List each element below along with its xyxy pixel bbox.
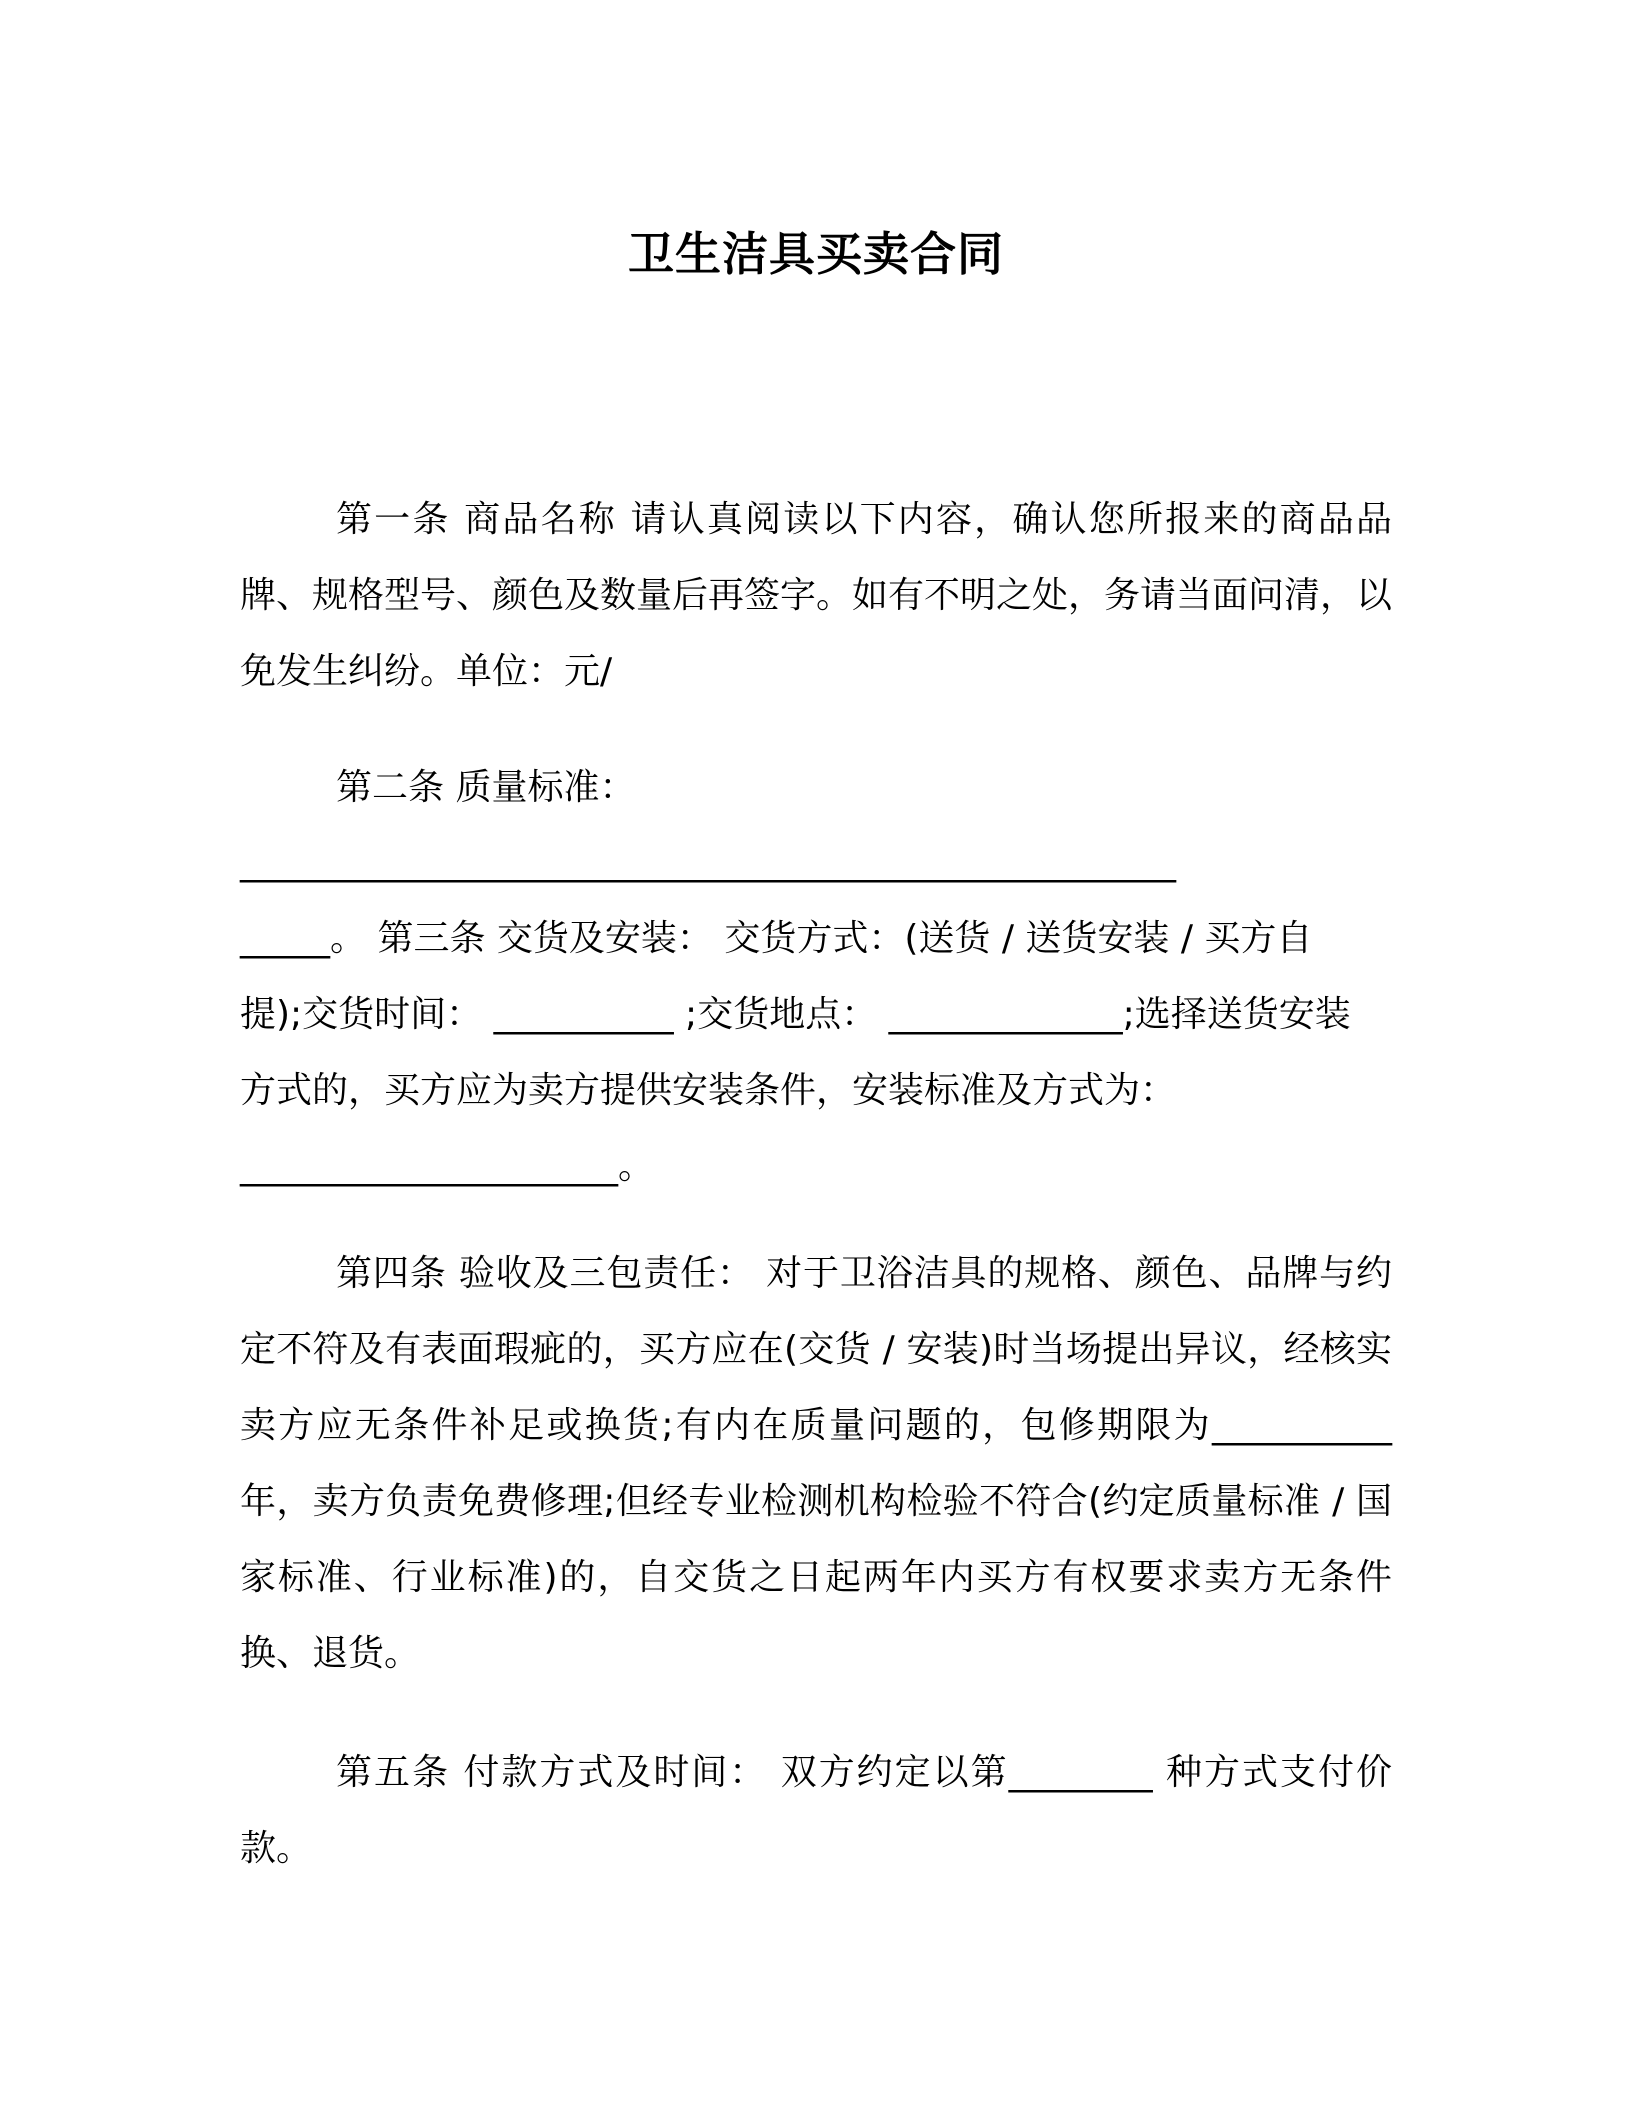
- article-3-line: _____。 第三条 交货及安装： 交货方式：(送货 / 送货安装 / 买方自: [240, 918, 1313, 959]
- article-3-line: _____________________。: [240, 1146, 654, 1187]
- article-3-line: 方式的，买方应为卖方提供安装条件，安装标准及方式为：: [240, 1070, 1177, 1111]
- article-5-paragraph: 第五条 付款方式及时间： 双方约定以第________ 种方式支付价款。: [240, 1752, 1392, 1869]
- article-3-line: ____________________________________________________: [240, 842, 1176, 883]
- article-3-line: 提);交货时间： __________ ;交货地点： _____________;选择送货安装: [240, 994, 1351, 1035]
- article-2-paragraph: 第二条 质量标准：: [336, 767, 636, 808]
- article-4-paragraph: 第四条 验收及三包责任： 对于卫浴洁具的规格、颜色、品牌与约定不符及有表面瑕疵的，买方应在(交货 / 安装)时当场提出异议，经核实卖方应无条件补足或换货;有内在质量问题的，包修期限为__________年，卖方负责免费修理;但经专业检测机构检验不符合(约定质量标准 / 国家标准、行业标准)的，自交货之日起两年内买方有权要求卖方无条件换、退货。: [240, 1253, 1392, 1674]
- article-1-paragraph: 第一条 商品名称 请认真阅读以下内容，确认您所报来的商品品牌、规格型号、颜色及数量后再签字。如有不明之处，务请当面问清，以免发生纠纷。单位：元/: [240, 499, 1393, 692]
- document-title: 卫生洁具买卖合同: [628, 227, 1004, 281]
- article-3-paragraph: [240, 825, 1392, 1205]
